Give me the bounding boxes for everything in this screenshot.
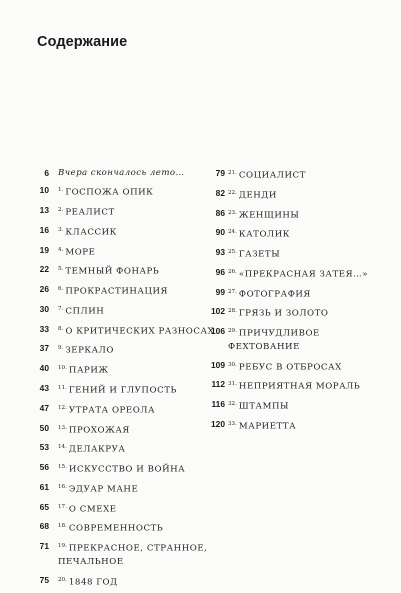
toc-entry[interactable] <box>33 342 218 358</box>
toc-entry[interactable] <box>33 574 218 590</box>
toc-page-number: 82 <box>215 187 225 198</box>
toc-entry[interactable] <box>205 167 385 183</box>
toc-page-number: 33 <box>39 323 49 334</box>
toc-entry[interactable] <box>205 187 385 203</box>
toc-page-number: 47 <box>39 402 49 413</box>
chapter-index: 25. <box>228 249 237 256</box>
toc-entry[interactable] <box>33 204 218 220</box>
chapter-index: 31. <box>228 381 237 388</box>
toc-entry[interactable] <box>33 167 218 181</box>
toc-entry[interactable] <box>33 303 218 319</box>
toc-entry[interactable] <box>33 323 218 339</box>
toc-entry-text <box>58 283 218 299</box>
toc-entry-text <box>58 422 218 438</box>
toc-entry-text <box>58 402 218 418</box>
chapter-title: 1848 ГОД <box>68 577 118 588</box>
chapter-title: ДЕЛАКРУА <box>68 444 126 455</box>
toc-entry[interactable] <box>205 286 385 302</box>
toc-page-number: 26 <box>39 284 49 295</box>
chapter-title: О СМЕХЕ <box>68 504 117 515</box>
toc-entry[interactable] <box>205 226 385 242</box>
toc-page-number: 71 <box>39 541 49 552</box>
toc-entry[interactable] <box>205 378 385 394</box>
toc-entry-text <box>228 305 385 321</box>
toc-entry-text <box>58 501 218 517</box>
toc-page-number: 68 <box>39 521 49 532</box>
chapter-title: ГРЯЗЬ И ЗОЛОТО <box>238 309 329 320</box>
toc-entry-text <box>228 226 385 242</box>
toc-entry[interactable] <box>33 422 218 438</box>
toc-entry[interactable] <box>205 266 385 282</box>
toc-entry-text <box>58 263 218 279</box>
chapter-index: 11. <box>58 385 67 391</box>
chapter-index: 21. <box>228 170 237 176</box>
chapter-title: ГОСПОЖА ОПИК <box>65 187 154 198</box>
chapter-index: 28. <box>228 308 237 315</box>
toc-page-number: 22 <box>39 264 49 275</box>
toc-page-number: 56 <box>39 462 49 473</box>
toc-entry-text <box>58 342 218 358</box>
chapter-title: О КРИТИЧЕСКИХ РАЗНОСАХ <box>65 326 215 337</box>
toc-page-number: 86 <box>215 207 225 218</box>
chapter-title: ПРОХОЖАЯ <box>68 425 130 436</box>
toc-page-number: 96 <box>215 266 225 277</box>
toc-page-number: 90 <box>215 227 225 238</box>
toc-entry[interactable] <box>205 207 385 223</box>
toc-entry-text <box>228 325 385 355</box>
chapter-index: 17. <box>58 503 67 510</box>
toc-entry[interactable] <box>33 481 218 497</box>
page-title: Содержание <box>37 34 128 50</box>
toc-page-number: 112 <box>211 379 225 390</box>
toc-entry-text <box>228 286 385 302</box>
toc-entry[interactable] <box>205 325 385 355</box>
toc-entry[interactable] <box>33 402 218 418</box>
toc-entry-text <box>58 323 218 339</box>
toc-entry[interactable] <box>33 382 218 398</box>
toc-entry[interactable] <box>33 441 218 457</box>
chapter-index: 6. <box>58 286 64 293</box>
chapter-title: УТРАТА ОРЕОЛА <box>68 405 156 416</box>
toc-page-number: 10 <box>39 185 49 196</box>
toc-entry-text <box>58 244 218 260</box>
toc-page-number: 37 <box>39 343 49 354</box>
toc-page-number: 65 <box>39 501 49 512</box>
toc-entry-text <box>58 540 218 570</box>
chapter-title: ИСКУССТВО И ВОЙНА <box>68 464 186 475</box>
chapter-index: 19. <box>58 543 67 550</box>
toc-page-number: 40 <box>39 363 49 374</box>
toc-left-column <box>33 167 218 593</box>
chapter-title: ЭДУАР МАНЕ <box>68 484 139 495</box>
chapter-index: 26. <box>228 268 237 275</box>
chapter-index: 2. <box>58 206 64 213</box>
chapter-index: 18. <box>58 523 67 530</box>
toc-page-number: 50 <box>39 422 49 433</box>
toc-entry[interactable] <box>33 263 218 279</box>
toc-entry-text <box>228 359 385 375</box>
toc-entry[interactable] <box>205 359 385 375</box>
chapter-title: ШТАМПЫ <box>238 401 290 412</box>
toc-entry-text <box>58 184 218 200</box>
toc-page-number: 53 <box>39 442 49 453</box>
chapter-title: РЕБУС В ОТБРОСАХ <box>238 362 342 373</box>
chapter-title: СПЛИН <box>65 306 105 317</box>
toc-entry[interactable] <box>33 501 218 517</box>
chapter-index: 32. <box>228 401 237 408</box>
toc-page-number: 120 <box>211 418 225 429</box>
chapter-index: 9. <box>58 345 64 352</box>
chapter-title: НЕПРИЯТНАЯ МОРАЛЬ <box>238 382 361 392</box>
toc-entry[interactable] <box>205 418 385 434</box>
chapter-title: ЗЕРКАЛО <box>65 346 114 357</box>
chapter-index: 7. <box>58 305 64 312</box>
chapter-title: МАРИЕТТА <box>238 421 297 432</box>
toc-entry-text <box>228 246 385 262</box>
toc-page-number: 19 <box>39 244 49 255</box>
chapter-title: ДЕНДИ <box>238 190 277 201</box>
toc-entry[interactable] <box>33 520 218 536</box>
chapter-index: 13. <box>58 424 67 431</box>
chapter-index: 20. <box>58 576 67 583</box>
chapter-title: «ПРЕКРАСНАЯ ЗАТЕЯ…» <box>238 269 369 280</box>
toc-page-number: 79 <box>215 168 225 178</box>
toc-page-number: 13 <box>39 204 49 215</box>
chapter-title: ГАЗЕТЫ <box>238 249 281 260</box>
chapter-title: Вчера скончалось лето… <box>58 168 185 178</box>
toc-page-number: 116 <box>211 399 225 410</box>
toc-entry-text <box>58 382 218 398</box>
chapter-index: 33. <box>228 420 237 427</box>
toc-page-number: 6 <box>44 168 49 178</box>
toc-entry-text <box>58 441 218 457</box>
toc-entry-text <box>58 481 218 497</box>
toc-entry-text <box>58 167 218 181</box>
chapter-title: ГЕНИЙ И ГЛУПОСТЬ <box>68 385 177 396</box>
chapter-index: 30. <box>228 361 237 368</box>
toc-page-number: 93 <box>215 247 225 258</box>
toc-entry-text <box>228 207 385 223</box>
toc-entry[interactable] <box>33 184 218 200</box>
toc-entry[interactable] <box>33 244 218 260</box>
toc-right-column <box>205 167 385 438</box>
toc-entry[interactable] <box>33 461 218 477</box>
chapter-index: 8. <box>58 325 64 332</box>
chapter-index: 22. <box>228 189 237 196</box>
chapter-index: 16. <box>58 483 67 490</box>
toc-entry[interactable] <box>33 224 218 240</box>
toc-entry-text <box>228 266 385 282</box>
toc-entry[interactable] <box>205 246 385 262</box>
toc-entry-text <box>228 187 385 203</box>
toc-entry-text <box>58 362 218 378</box>
toc-page-number: 16 <box>39 224 49 235</box>
toc-entry-text <box>58 224 218 240</box>
toc-entry-text <box>58 303 218 319</box>
toc-page-number: 75 <box>39 574 49 585</box>
toc-entry-text <box>58 204 218 220</box>
chapter-index: 24. <box>228 229 237 236</box>
toc-entry-text <box>228 398 385 414</box>
chapter-title: ПАРИЖ <box>68 365 109 376</box>
toc-page-number: 30 <box>39 303 49 314</box>
toc-page-number: 106 <box>211 326 225 337</box>
chapter-index: 4. <box>58 246 64 253</box>
toc-page-number: 43 <box>39 383 49 393</box>
chapter-title: СОЦИАЛИСТ <box>238 170 306 181</box>
toc-entry[interactable] <box>205 398 385 414</box>
toc-entry-text <box>58 461 218 477</box>
chapter-index: 1. <box>58 187 64 194</box>
toc-entry[interactable] <box>205 305 385 321</box>
chapter-title: ТЕМНЫЙ ФОНАРЬ <box>65 266 160 277</box>
toc-page-number: 109 <box>211 359 225 370</box>
chapter-title: ПРОКРАСТИНАЦИЯ <box>65 286 169 297</box>
chapter-index: 5. <box>58 266 64 273</box>
chapter-title: СОВРЕМЕННОСТЬ <box>68 524 164 535</box>
toc-entry-text <box>228 378 385 394</box>
chapter-index: 14. <box>58 444 67 451</box>
chapter-title: ЖЕНЩИНЫ <box>238 210 300 221</box>
toc-entry[interactable] <box>33 283 218 299</box>
toc-entry-text <box>58 574 218 590</box>
chapter-index: 15. <box>58 464 67 471</box>
chapter-index: 12. <box>58 404 67 411</box>
chapter-title: РЕАЛИСТ <box>65 207 115 218</box>
chapter-title: ПРИЧУДЛИВОЕ ФЕХТОВАНИЕ <box>228 328 320 353</box>
chapter-index: 27. <box>228 288 237 295</box>
chapter-title: КАТОЛИК <box>238 229 291 240</box>
chapter-index: 23. <box>228 209 237 216</box>
toc-entry-text <box>58 520 218 536</box>
chapter-index: 10. <box>58 365 67 372</box>
chapter-title: КЛАССИК <box>65 227 117 238</box>
toc-entry[interactable] <box>33 362 218 378</box>
toc-page-number: 61 <box>39 481 49 492</box>
toc-page-number: 102 <box>211 306 225 317</box>
chapter-title: ФОТОГРАФИЯ <box>238 289 311 300</box>
chapter-index: 29. <box>228 328 237 335</box>
toc-entry[interactable] <box>33 540 218 570</box>
chapter-title: ПРЕКРАСНОЕ, СТРАННОЕ, ПЕЧАЛЬНОЕ <box>58 543 208 568</box>
toc-page-number: 99 <box>215 286 225 297</box>
toc-entry-text <box>228 418 385 434</box>
toc-entry-text <box>228 167 385 183</box>
chapter-index: 3. <box>58 226 64 233</box>
chapter-title: МОРЕ <box>65 247 96 258</box>
